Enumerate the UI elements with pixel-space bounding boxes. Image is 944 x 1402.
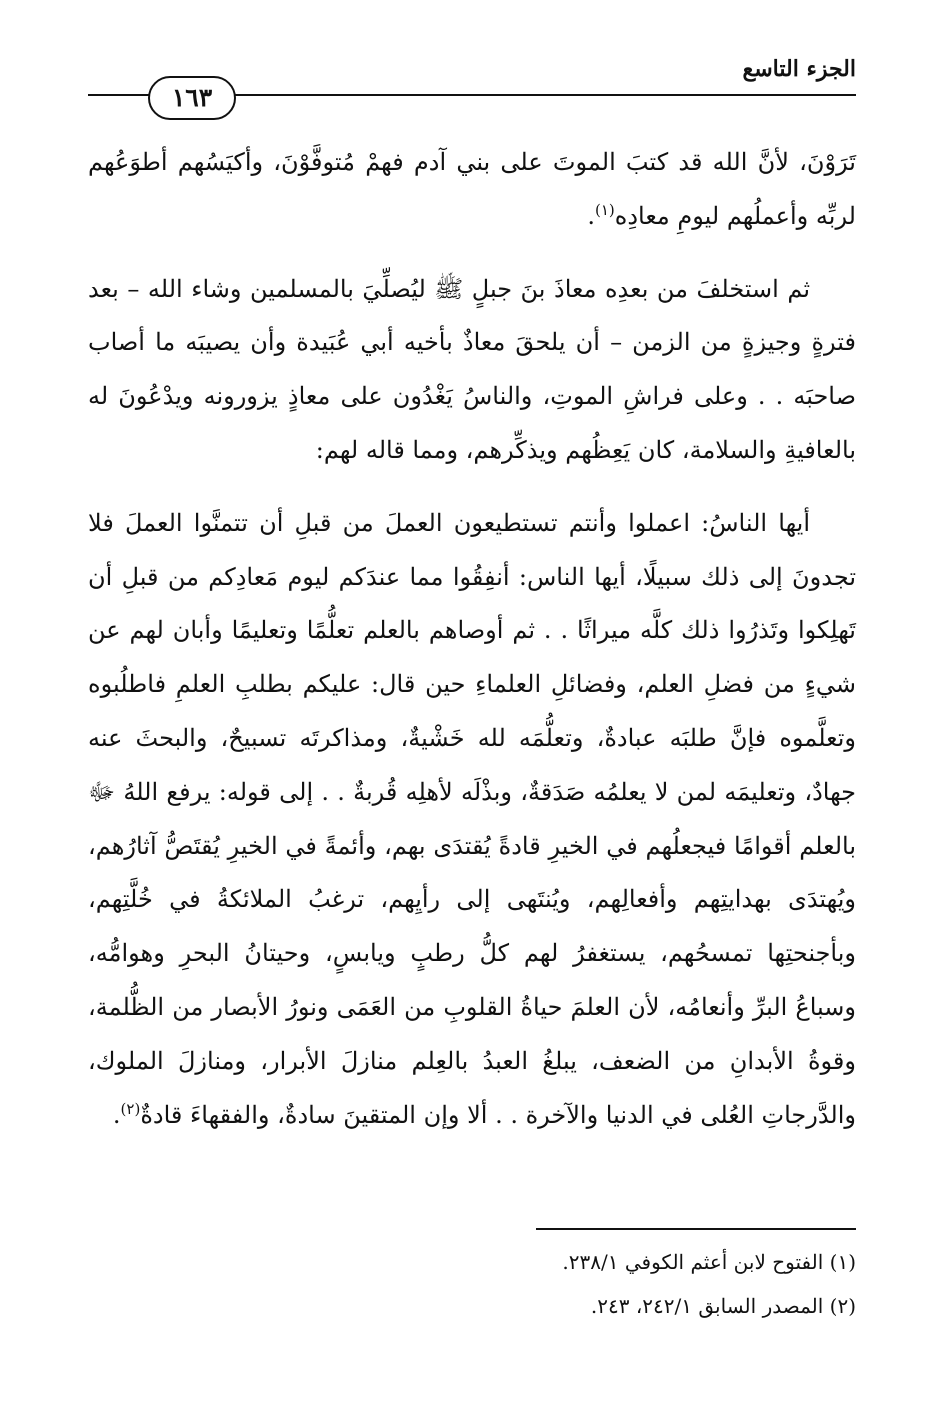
page-number-badge: ١٦٣ xyxy=(148,76,236,120)
footnote-ref-1: (١) xyxy=(594,200,615,219)
paragraph-3 xyxy=(88,497,856,1143)
paragraph-1-text: تَرَوْنَ، لأنَّ الله قد كتبَ الموتَ على بني آدم فهمْ مُتوفَّوْنَ، وأكيَسُهم أطوَعُهم لربِّه وأعملُهم ليومِ معادِه xyxy=(88,148,856,230)
paragraph-2: ثم استخلفَ من بعدِه معاذَ بنَ جبلٍ ﷺ ليُصلِّيَ بالمسلمين وشاء الله – بعد فترةٍ وجيزةٍ من الزمن – أن يلحقَ معاذٌ بأخيه أبي عُبَيدة وأن يصيبَه ما أصاب صاحبَه . . وعلى فراشِ الموتِ، والناسُ يَغْدُون على معاذٍ يزورونه ويدْعُونَ له بالعافيةِ والسلامة، كان يَعِظُهم ويذكِّرهم، ومما قاله لهم: xyxy=(88,274,856,464)
paragraph-1 xyxy=(88,136,856,244)
paragraph-3-text: أيها الناسُ: اعملوا وأنتم تستطيعون العملَ من قبلِ أن تتمنَّوا العملَ فلا تجدونَ إلى ذلك سبيلًا، أيها الناس: أنفِقُوا مما عندَكم ليوم مَعادِكم من قبلِ أن تَهلِكوا وتَذرُوا ذلك كلَّه ميراثًا . . ثم أوصاهم بالعلم تعلُّمًا وتعليمًا وأبان لهم عن شيءٍ من فضلِ العلم، وفضائلِ العلماءِ حين قال: عليكم بطلبِ العلمِ فاطلُبوه وتعلَّموه فإنَّ طلبَه عبادةٌ، وتعلُّمَه لله خَشْيةٌ، ومذاكرتَه تسبيحٌ، والبحثَ عنه جهادٌ، وتعليمَه لمن لا يعلمُه صَدَقةٌ، وبذْلَه لأهلِه قُربةٌ . . إلى قوله: يرفع اللهُ ﷻ بالعلم أقوامًا فيجعلُهم في الخيرِ قادةً يُقتدَى بهم، وأئمةً في الخيرِ يُقتَصُّ آثارُهم، ويُهتدَى بهدايتِهم وأفعالِهم، ويُنتَهى إلى رأيِهم، ترغبُ الملائكةُ في خُلَّتِهم، وبأجنحتِها تمسحُهم، يستغفرُ لهم كلُّ رطبٍ ويابسٍ، وحيتانُ البحرِ وهوامُّه، وسباعُ البرِّ وأنعامُه، لأن العلمَ حياةُ القلوبِ من العَمَى ونورُ الأبصار من الظُّلمة، وقوةُ الأبدانِ من الضعف، يبلغُ العبدُ بالعِلم منازلَ الأبرار، ومنازلَ الملوك، والدَّرجاتِ العُلى في الدنيا والآخرة . . ألا وإن المتقينَ سادةٌ، والفقهاءَ قادةٌ xyxy=(88,508,857,1129)
running-header-title: الجزء التاسع xyxy=(742,56,856,82)
paragraph-3-end: . xyxy=(112,1100,121,1129)
footnote-2: (٢) المصدر السابق ٢٤٢/١، ٢٤٣. xyxy=(590,1294,856,1318)
paragraph-1-end: . xyxy=(587,201,595,230)
footnote-1: (١) الفتوح لابن أعثم الكوفي ٢٣٨/١. xyxy=(562,1250,856,1274)
footnote-separator xyxy=(536,1228,856,1230)
main-text xyxy=(88,136,856,1142)
footnotes xyxy=(88,1240,856,1328)
footnote-ref-2: (٢) xyxy=(120,1099,141,1118)
